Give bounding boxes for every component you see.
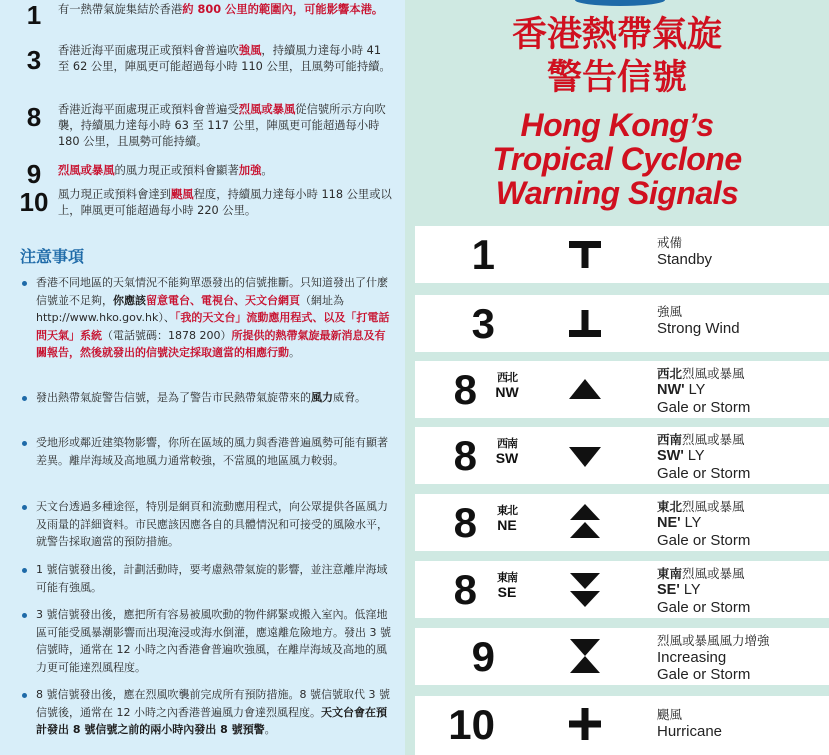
explanation-highlight: 烈風或暴風: [58, 164, 115, 177]
note-item: [22, 606, 394, 676]
signal-number: 10: [448, 701, 495, 748]
note-item: [22, 274, 394, 362]
double-triangle-down-icon: [565, 569, 605, 609]
signal-desc-zh: 颶風: [657, 707, 683, 722]
signal-number: 9: [26, 159, 42, 189]
note-item: [22, 686, 394, 739]
signal-number: 8: [453, 566, 477, 613]
explanation-text: 的風力現正或預料會顯著: [114, 164, 239, 177]
note-item: [22, 434, 394, 469]
signal-table-panel: [405, 0, 829, 755]
note-bold: 你應該: [113, 293, 146, 307]
note-text: （電話號碼：1878 200）: [102, 328, 232, 342]
direction-label: 東南 SE: [497, 571, 517, 600]
notes-heading: 注意事項: [20, 247, 85, 266]
signal-number: 1: [26, 0, 42, 30]
signal-row-9: 9 烈風或暴風風力增強 Increasing Gale or Storm: [415, 628, 829, 685]
note-text: 8 號信號發出後，應在烈風吹襲前完成所有預防措施。8 號信號取代 3 號信號後，通常在 12 小時之內香港普遍風力會達烈風程度。: [36, 688, 390, 719]
signal-row-3: [415, 295, 829, 352]
bullet-icon: [22, 441, 27, 446]
t-symbol-icon: [565, 234, 605, 274]
note-text: 受地形或鄰近建築物影響，你所在區域的風力與香港普遍風勢可能有顯著差異。離岸海域及高地風力通常較強，不當風的地區風力較弱。: [36, 436, 388, 467]
note-bold: 天文台會在預計發出 8 號信號之前的兩小時內發出 8 號預警: [36, 705, 387, 736]
signal-desc-zh: 強風: [657, 304, 683, 319]
note-highlight: 留意電台、電視台、天文台網頁: [146, 293, 300, 307]
direction-label: 西南 SW: [495, 437, 519, 466]
signal-desc-zh: 戒備: [657, 235, 683, 250]
signal-number: 9: [471, 633, 495, 680]
explanation-highlight: 烈風或暴風: [238, 103, 296, 116]
signal-desc-en: Strong Wind: [657, 320, 740, 337]
note-text: 發出熱帶氣旋警告信號，是為了警告市民熱帶氣旋帶來的: [36, 391, 311, 404]
signal-explanations-panel: [0, 0, 405, 755]
bullet-icon: [22, 396, 27, 401]
explanation-highlight: 約 800 公里的範圍內，可能影響本港。: [182, 3, 384, 16]
signal-number: 3: [26, 45, 42, 75]
signal-row-1: [415, 226, 829, 283]
triangle-up-icon: [565, 369, 605, 409]
explanation-text: 香港近海平面處現正或預料會普遍吹: [58, 44, 239, 57]
explanation-text: 。: [261, 164, 273, 177]
signal-desc-en: Standby: [657, 251, 713, 268]
bullet-icon: [22, 568, 27, 573]
hourglass-icon: [565, 636, 605, 676]
signal-number: 10: [19, 187, 49, 217]
triangle-down-icon: [565, 435, 605, 475]
explanation-text: 風力現正或預料會達到: [58, 188, 171, 201]
note-text: （網址為 http://www.hko.gov.hk）、: [36, 293, 344, 324]
note-highlight: 所提供的熱帶氣旋最新消息及有關報告，然後就發出的信號決定採取適當的相應行動: [36, 328, 386, 359]
signal-number: 3: [471, 300, 495, 347]
note-text: 威脅。: [333, 391, 366, 404]
direction-label: 西北 NW: [495, 371, 519, 400]
signal-number: 8: [453, 366, 477, 413]
bullet-icon: [22, 613, 27, 618]
signal-row-8-ne: 8 東北 NE 東北烈風或暴風 NE' LY Gale or Storm: [415, 494, 829, 551]
direction-label: 東北 NE: [497, 504, 517, 533]
explanation-highlight: 強風: [238, 44, 262, 57]
note-highlight: 「我的天文台」流動應用程式、以及「打電話問天氣」系統: [36, 311, 390, 342]
note-text: 香港不同地區的天氣情況不能夠單憑發出的信號推斷。只知道發出了什麼信號並不足夠，: [36, 276, 388, 307]
signal-row-8-se: 8 東南 SE 東南烈風或暴風 SE' LY Gale or Storm: [415, 561, 829, 618]
double-triangle-up-icon: [565, 502, 605, 542]
inverted-t-icon: [565, 303, 605, 343]
note-item: [22, 389, 394, 407]
signal-desc-en: Hurricane: [657, 723, 723, 740]
signal-row-8-nw: 8 西北 NW 西北烈風或暴風 NW' LY Gale or Storm: [415, 361, 829, 418]
note-text: 1 號信號發出後，計劃活動時，要考慮熱帶氣旋的影響，並注意離岸海域可能有強風。: [36, 563, 388, 594]
explanation-text: 程度，持續風力達每小時 118 公里或以上，陣風更可能超過每小時 220 公里。: [58, 188, 392, 217]
signal-number: 8: [453, 499, 477, 546]
signal-number: 8: [453, 432, 477, 479]
cross-icon: [565, 704, 605, 744]
note-bold: 風力: [311, 391, 333, 404]
note-text: 。: [289, 346, 300, 359]
title-english: Hong Kong’s Tropical Cyclone Warning Signals: [492, 107, 742, 211]
bullet-icon: [22, 281, 27, 286]
decorative-arc: [575, 0, 665, 6]
note-text: 3 號信號發出後，應把所有容易被風吹動的物件綁緊或搬入室內。低窪地區可能受風暴潮影響而出現淹浸或海水倒灌，應遠離危險地方。發出 3 號信號時，通常在 12 小時之內香港會普遍吹強風，在離岸海域及高地的風力更可能達烈風程度。: [36, 608, 391, 674]
explanation-text: ，持續風力達每小時 41 至 62 公里，陣風更可能超過每小時 110 公里，且風勢可能持續。: [58, 44, 391, 73]
explanation-text: 從信號所示方向吹襲，持續風力達每小時 63 至 117 公里，陣風更可能超過每小時 180 公里，且風勢可能持續。: [58, 103, 386, 148]
bullet-icon: [22, 505, 27, 510]
note-text: 天文台透過多種途徑，特別是網頁和流動應用程式，向公眾提供各區風力及雨量的詳細資料。市民應該因應各自的具體情況和可接受的風險水平，就警告採取適當的預防措施。: [36, 500, 388, 548]
signal-row-8-sw: 8 西南 SW 西南烈風或暴風 SW' LY Gale or Storm: [415, 427, 829, 484]
explanation-text: 香港近海平面處現正或預料會普遍受: [58, 103, 239, 116]
note-item: [22, 498, 394, 551]
signal-row-10: [415, 696, 829, 755]
bullet-icon: [22, 693, 27, 698]
title-chinese: 香港熱帶氣旋 警告信號: [511, 15, 722, 98]
explanation-highlight: 加強: [238, 164, 262, 177]
explanation-highlight: 颶風: [170, 188, 194, 201]
note-text: 。: [264, 723, 276, 736]
explanation-text: 有一熱帶氣旋集結於香港: [58, 3, 183, 16]
signal-number: 8: [26, 102, 42, 132]
note-item: [22, 561, 394, 596]
signal-number: 1: [471, 231, 495, 278]
